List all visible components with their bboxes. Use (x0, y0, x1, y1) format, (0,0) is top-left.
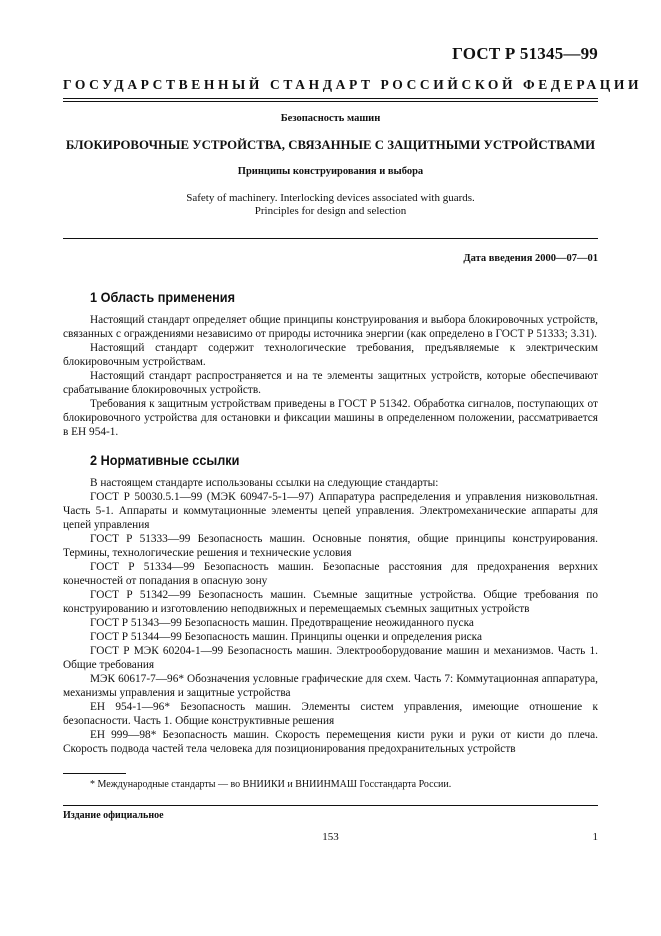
state-standard-banner: ГОСУДАРСТВЕННЫЙ СТАНДАРТ РОССИЙСКОЙ ФЕДЕРАЦИИ (63, 77, 643, 92)
paragraph: Требования к защитным устройствам приведены в ГОСТ Р 51342. Обработка сигналов, поступающих от блокировочного устройства для остановки и фиксации машины в определенном положении, рассматривается в ЕН 954-1. (63, 398, 598, 438)
header-rule (63, 98, 598, 99)
english-title (63, 192, 598, 218)
section-2-heading: 2 Нормативные ссылки (90, 453, 240, 468)
introduction-date: Дата введения 2000—07—01 (463, 253, 598, 264)
reference-item: ГОСТ Р 51343—99 Безопасность машин. Предотвращение неожиданного пуска (90, 617, 474, 629)
reference-item: ГОСТ Р 51333—99 Безопасность машин. Основные понятия, общие принципы конструирования. Термины, технологические решения и технические условия (63, 533, 598, 559)
reference-item: ГОСТ Р 50030.5.1—99 (МЭК 60947-5-1—97) Аппаратура распределения и управления низковольтная. Часть 5-1. Аппараты и коммутационные элементы цепей управления. Электромеханические аппараты для цепей управления (63, 491, 598, 531)
reference-item: МЭК 60617-7—96* Обозначения условные графические для схем. Часть 7: Коммутационная аппаратура, механизмы управления и защитные устройства (63, 673, 598, 699)
title-category: Безопасность машин (280, 113, 381, 124)
header-rule-secondary (63, 101, 598, 102)
footnote-rule (63, 773, 126, 774)
footer-rule (63, 805, 598, 806)
paragraph: Настоящий стандарт определяет общие принципы конструирования и выбора блокировочных устройств, связанных с ограждениями независимо от природы источника энергии (как определено в ГОСТ Р 51333; 3.31). (63, 314, 598, 340)
paragraph: Настоящий стандарт распространяется и на те элементы защитных устройств, которые обеспечивают срабатывание блокировочных устройств. (63, 370, 598, 396)
section-1-heading: 1 Область применения (90, 290, 235, 305)
paragraph: В настоящем стандарте использованы ссылки на следующие стандарты: (90, 477, 439, 489)
document-title: БЛОКИРОВОЧНЫЕ УСТРОЙСТВА, СВЯЗАННЫЕ С ЗАЩИТНЫМИ УСТРОЙСТВАМИ (65, 138, 596, 152)
reference-item: ГОСТ Р 51342—99 Безопасность машин. Съемные защитные устройства. Общие требования по конструированию и изготовлению неподвижных и перемещаемых съемных защитных устройств (63, 589, 598, 615)
english-title-line-1: Safety of machinery. Interlocking devices associated with guards. (186, 192, 475, 204)
reference-item: ГОСТ Р 51334—99 Безопасность машин. Безопасные расстояния для предохранения верхних конечностей от попадания в опасную зону (63, 561, 598, 587)
title-rule (63, 238, 598, 239)
paragraph: Настоящий стандарт содержит технологические требования, предъявляемые к электрическим блокировочным устройствам. (63, 342, 598, 368)
footnote: * Международные стандарты — во ВНИИКИ и ВНИИНМАШ Госстандарта России. (90, 779, 452, 790)
reference-item: ГОСТ Р 51344—99 Безопасность машин. Принципы оценки и определения риска (90, 631, 482, 643)
reference-item: ЕН 954-1—96* Безопасность машин. Элементы систем управления, имеющие отношение к безопасности. Часть 1. Общие конструктивные решения (63, 701, 598, 727)
section-2-body (63, 476, 598, 756)
reference-item: ЕН 999—98* Безопасность машин. Скорость перемещения кисти руки и руки от кисти до плеча. Скорость подвода частей тела человека для позиционирования предохранительных устройств (63, 729, 598, 755)
page-number: 153 (322, 831, 339, 843)
edition-label: Издание официальное (63, 810, 164, 821)
document-subtitle: Принципы конструирования и выбора (237, 166, 424, 177)
section-1-body (63, 313, 598, 439)
english-title-line-2: Principles for design and selection (254, 205, 407, 217)
document-number: ГОСТ Р 51345—99 (452, 44, 598, 63)
sheet-number: 1 (592, 831, 598, 843)
reference-item: ГОСТ Р МЭК 60204-1—99 Безопасность машин. Электрооборудование машин и механизмов. Часть 1. Общие требования (63, 645, 598, 671)
